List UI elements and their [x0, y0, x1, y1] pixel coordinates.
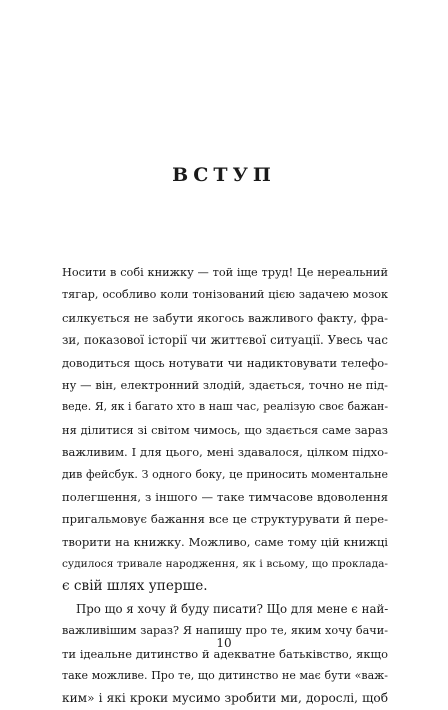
text-line: ти ідеальне дитинство й адекватне батьківство, якщо — [62, 646, 388, 661]
text-line: тягар, особливо коли тонізований цією задачею мозок — [62, 288, 388, 302]
text-line: ким» і які кроки мусимо зробити ми, дорослі, щоб — [62, 691, 388, 706]
text-line: ну — він, електронний злодій, здається, точно не під- — [62, 377, 388, 392]
text-line: доводиться щось нотувати чи надиктовувати телефо- — [62, 355, 388, 370]
chapter-title: ВСТУП — [172, 164, 276, 186]
text-line: важливим. І для цього, мені здавалося, цілком підхо- — [62, 445, 388, 460]
text-line: Носити в собі книжку — той іще труд! Це нереальний — [62, 266, 388, 279]
text-line: Про що я хочу й буду писати? Що для мене є най- — [76, 601, 389, 616]
text-line: таке можливе. Про те, що дитинство не має бути «важ- — [62, 669, 388, 683]
text-line: творити на книжку. Можливо, саме тому цій книжці — [62, 534, 388, 549]
text-line: важливішим зараз? Я напишу про те, яким хочу бачи- — [62, 624, 388, 638]
page-number: 10 — [216, 636, 232, 650]
text-line: зи, показової історії чи життєвої ситуації. Увесь час — [62, 333, 388, 348]
text-line: пригальмовує бажання все це структурувати й пере- — [62, 512, 388, 527]
text-line: веде. Я, як і багато хто в наш час, реалізую своє бажан- — [62, 400, 388, 414]
text-line: силкується не забути якогось важливого факту, фра- — [62, 310, 388, 325]
text-line: полегшення, з іншого — таке тимчасове вдоволення — [62, 489, 388, 504]
text-line: ня ділитися зі світом чимось, що здається саме зараз — [62, 422, 388, 437]
text-line: див фейсбук. З одного боку, це приносить моментальне — [62, 467, 388, 481]
text-line: є свій шлях уперше. — [62, 578, 208, 595]
text-line: судилося тривале народження, як і всьому, що проклада- — [62, 558, 388, 571]
